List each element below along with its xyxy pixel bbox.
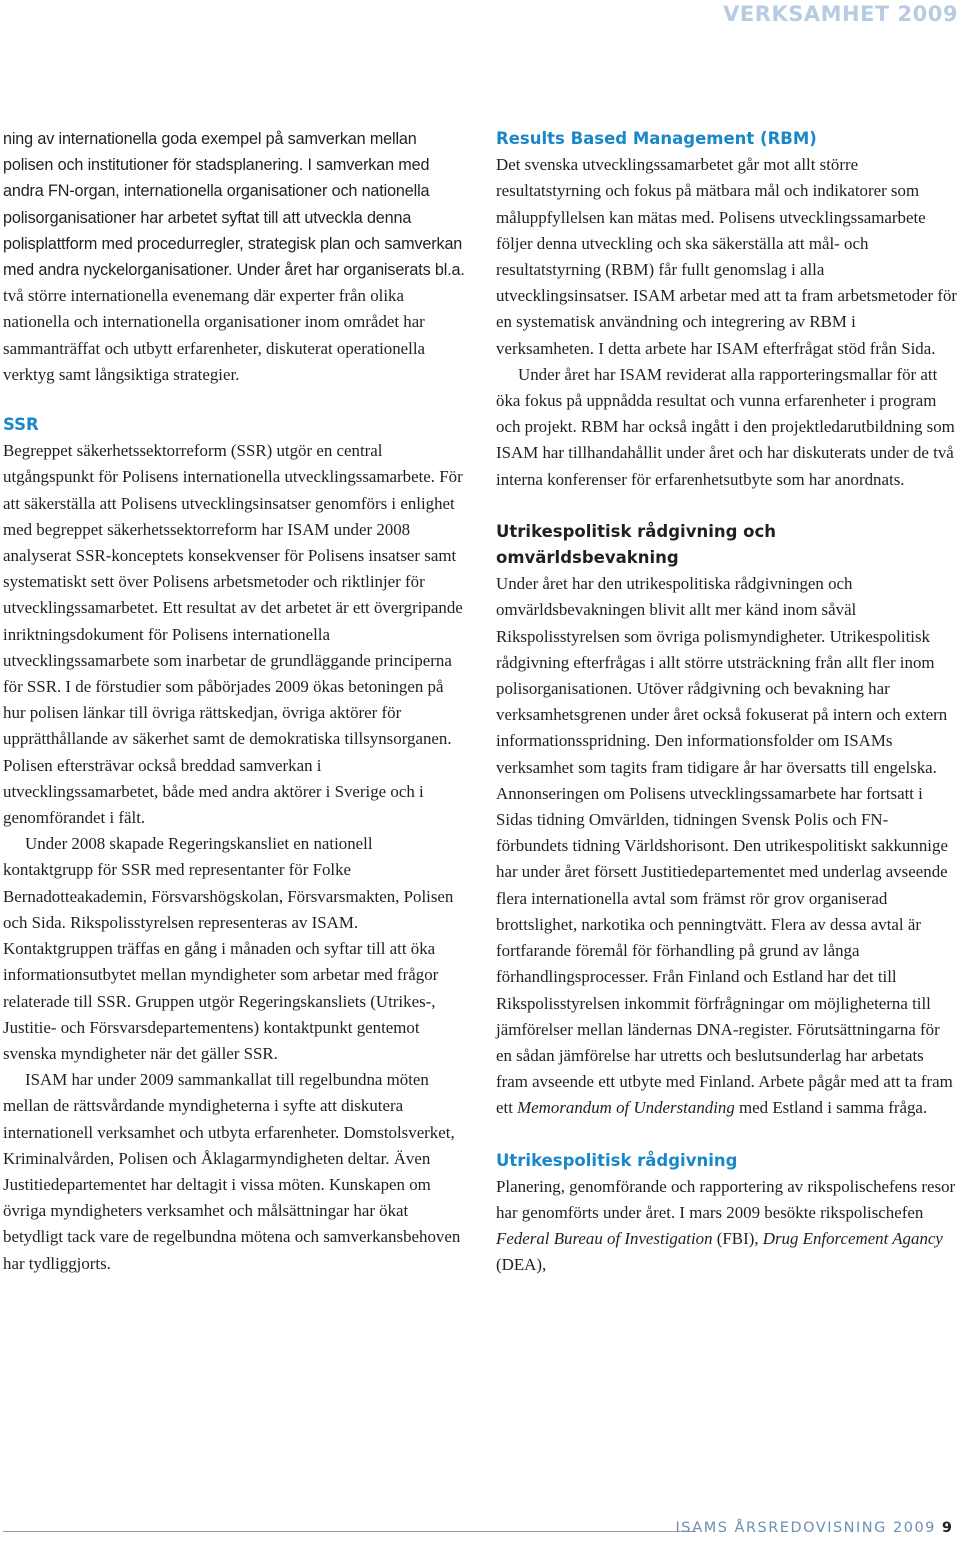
fbi-italic: Federal Bureau of Investigation xyxy=(496,1229,713,1249)
advisory-monitoring-heading: Utrikespolitisk rådgivning och omvärldsbevakning xyxy=(496,521,777,568)
ssr-paragraph-1: Begreppet säkerhetssektorreform (SSR) utgör en central utgångspunkt för Polisens internationella utvecklingssamarbete. För att säkerställa att Polisens utvecklingsinsatser genomförs i enlighet med begreppet säkerhetssektorreform har ISAM under 2008 analyserat SSR-konceptets konsekvenser för Polisens insatser samt systematiskt sett över Polisens arbetsmetoder och riktlinjer för utvecklingssamarbetet. Ett resultat av det arbetet är ett övergripande inriktningsdokument för Polisens internationella utvecklingssamarbete som inarbetar de grundläggande principerna för SSR. I de förstudier som påbörjades 2009 ökas betoningen på hur polisen länkar till övriga rättskedjan, övriga aktörer för upprätthållande av säkerhet samt de demokratiska tillsynsorganen. Polisen eftersträvar också breddad samverkan i utvecklingssamarbetet, både med andra aktörer i Sverige och i genomförandet i fält. xyxy=(3,441,463,828)
advisory-p-end: (DEA), xyxy=(496,1255,547,1275)
ssr-heading: SSR xyxy=(3,415,39,435)
section-header: VERKSAMHET 2009 xyxy=(723,2,958,26)
left-column xyxy=(3,126,465,1277)
advisory-monitoring-paragraph xyxy=(496,571,958,1121)
intro-sans-text: ning av internationella goda exempel på samverkan mellan polisen och institutioner för stadsplanering. I samverkan med andra FN-organ, internationella organisationer och nationella polisorganisationer har arbetet syftat till att utveckla denna polisplattform med procedurregler, strategisk plan och samverkan med andra nyckelorganisationer. Under året har organiserats bl.a. xyxy=(3,130,465,280)
page-number: 9 xyxy=(941,1520,952,1536)
right-column xyxy=(496,126,958,1279)
rbm-paragraph-1: Det svenska utvecklingssamarbetet går mot allt större resultatstyrning och fokus på mätbara mål och indikatorer som måluppfyllelsen kan mätas med. Polisens utvecklingssamarbete följer denna utveckling och ska säkerställa att mål- och resultatstyrning (RBM) får fullt genomslag i alla utvecklingsinsatser. ISAM arbetar med att ta fram arbetsmetoder för en systematisk användning och integrering av RBM i verksamheten. I detta arbete har ISAM efterfrågat stöd från Sida. xyxy=(496,155,958,358)
rbm-paragraph-2: Under året har ISAM reviderat alla rapporteringsmallar för att öka fokus på uppnådda resultat och vunna erfarenheter i program och projekt. RBM har också ingått i den projektledarutbildning som ISAM har tillhandahållit under året och har diskuterats under de två interna konferenser för erfarenhetsutbyte som har anordnats. xyxy=(496,364,955,489)
mou-italic: Memorandum of Understanding xyxy=(517,1098,735,1118)
dea-italic: Drug Enforcement Agancy xyxy=(762,1229,943,1249)
advisory-heading: Utrikespolitisk rådgivning xyxy=(496,1150,738,1170)
advisory-p-mid: (FBI), xyxy=(712,1229,763,1249)
advisory-text: Under året har den utrikespolitiska rådgivningen och omvärldsbevakningen blivit allt mer känd inom såväl Rikspolisstyrelsen som övriga polismyndigheter. Utrikespolitisk rådgivning efterfrågas i allt större utsträckning från allt fler inom polisorganisationen. Utöver rådgivning och bevakning har verksamhetsgrenen under året också fokuserat på intern och extern informationsspridning. Den informationsfolder om ISAMs verksamhet som tagits fram tidigare år har översatts till engelska. Annonseringen om Polisens utvecklingssamarbete har fortsatt i Sidas tidning Omvärlden, tidningen Svensk Polis och FN-förbundets tidning Världshorisont. Den utrikespolitiskt sakkunnige har under året försett Justitiedepartementet med underlag avseende flera internationella avtal som främst rör grov organiserad brottslighet, narkotika och penningtvätt. Flera av dessa avtal är fortfarande föremål för förhandling på grund av långa förhandlingsprocesser. Från Finland och Estland har det till Rikspolisstyrelsen inkommit förfrågningar om möjligheterna till jämförelser mellan ländernas DNA-register. Förutsättningarna för en sådan jämförelse har utretts och beslutsunderlag har arbetats fram avseende ett utbyte med Finland. Arbete pågår med att ta fram ett xyxy=(496,574,953,1118)
intro-paragraph xyxy=(3,126,465,388)
publication-title: ISAMS ÅRSREDOVISNING 2009 xyxy=(675,1520,936,1536)
advisory-text-end: med Estland i samma fråga. xyxy=(734,1098,928,1118)
footer-rule xyxy=(3,1531,696,1532)
ssr-paragraph-2: Under 2008 skapade Regeringskansliet en nationell kontaktgrupp för SSR med representanter för Folke Bernadotteakademin, Försvarshögskolan, Försvarsmakten, Polisen och Sida. Rikspolisstyrelsen representeras av ISAM. Kontaktgruppen träffas en gång i månaden och syftar till att öka informationsutbytet mellan myndigheter som arbetar med frågor relaterade till SSR. Gruppen utgör Regeringskansliets (Utrikes-, Justitie- och Försvarsdepartementens) kontaktpunkt gentemot svenska myndigheter när det gäller SSR. xyxy=(3,834,454,1063)
intro-serif-text: två större internationella evenemang där experter från olika nationella och internationella organisationer inom området har sammanträffat och utbytt erfarenheter, diskuterat operationella verktyg samt långsiktiga strategier. xyxy=(3,286,426,384)
advisory-paragraph xyxy=(496,1174,958,1279)
ssr-paragraph-3: ISAM har under 2009 sammankallat till regelbundna möten mellan de rättsvårdande myndigheterna i syfte att diskutera internationell verksamhet och utbyta erfarenheter. Domstolsverket, Kriminalvården, Polisen och Åklagarmyndigheten deltar. Även Justitiedepartementet har deltagit i vissa möten. Kunskapen om övriga myndigheters verksamhet och målsättningar har ökat betydligt tack vare de regelbundna mötena och samverkansbehoven har tydliggjorts. xyxy=(3,1070,461,1273)
page-footer xyxy=(676,1520,952,1536)
advisory-p-start: Planering, genomförande och rapportering av rikspolischefens resor har genomförts under året. I mars 2009 besökte rikspolischefen xyxy=(496,1176,956,1222)
rbm-heading: Results Based Management (RBM) xyxy=(496,129,817,148)
